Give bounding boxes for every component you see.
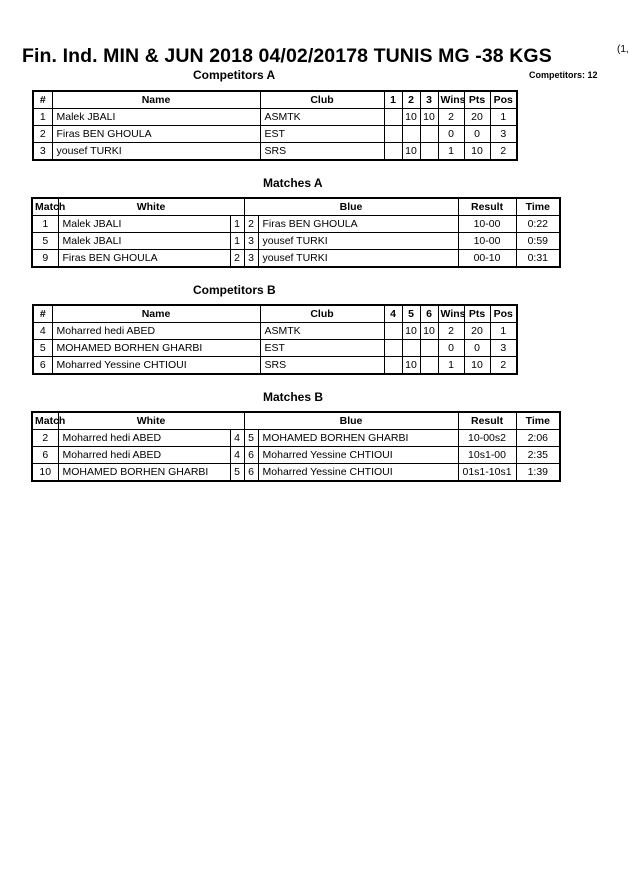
column-header: #: [33, 91, 52, 109]
column-header: 4: [384, 305, 402, 323]
column-header: 6: [420, 305, 438, 323]
blue-competitor: yousef TURKI: [258, 250, 458, 268]
score-cell: 10: [420, 109, 438, 126]
blue-competitor: Moharred Yessine CHTIOUI: [258, 464, 458, 482]
match-time: 0:31: [516, 250, 560, 268]
score-cell: 10: [420, 323, 438, 340]
position-cell: 1: [490, 323, 517, 340]
table-header-row: [32, 412, 560, 430]
white-competitor: Malek JBALI: [58, 233, 230, 250]
table-row: [32, 216, 560, 233]
match-number: 10: [32, 464, 58, 482]
match-time: 2:06: [516, 430, 560, 447]
competitor-number: 4: [33, 323, 52, 340]
blue-number: 6: [244, 447, 258, 464]
wins-cell: 1: [438, 143, 464, 161]
position-cell: 2: [490, 357, 517, 375]
points-cell: 0: [464, 340, 490, 357]
wins-cell: 1: [438, 357, 464, 375]
blue-number: 3: [244, 233, 258, 250]
white-number: 1: [230, 233, 244, 250]
points-cell: 20: [464, 323, 490, 340]
competitors-count: Competitors: 12: [529, 70, 598, 80]
column-header: Blue: [244, 412, 458, 430]
table-row: [33, 357, 517, 375]
column-header: Match: [32, 198, 58, 216]
title-suffix: (1,: [617, 44, 629, 55]
competitor-name: Moharred hedi ABED: [52, 323, 260, 340]
score-cell: [420, 143, 438, 161]
competitor-club: ASMTK: [260, 109, 384, 126]
column-header: Result: [458, 412, 516, 430]
match-result: 01s1-10s1: [458, 464, 516, 482]
column-header: Pos: [490, 91, 517, 109]
match-result: 00-10: [458, 250, 516, 268]
white-number: 2: [230, 250, 244, 268]
match-time: 0:22: [516, 216, 560, 233]
table-row: [33, 143, 517, 161]
column-header: White: [58, 198, 244, 216]
score-cell: [420, 340, 438, 357]
match-time: 0:59: [516, 233, 560, 250]
score-cell: 10: [402, 143, 420, 161]
competitor-name: yousef TURKI: [52, 143, 260, 161]
table-row: [32, 464, 560, 482]
score-cell: 10: [402, 357, 420, 375]
score-cell: [402, 340, 420, 357]
blue-competitor: MOHAMED BORHEN GHARBI: [258, 430, 458, 447]
match-number: 2: [32, 430, 58, 447]
competitor-number: 2: [33, 126, 52, 143]
match-result: 10s1-00: [458, 447, 516, 464]
blue-competitor: Firas BEN GHOULA: [258, 216, 458, 233]
competitor-name: Malek JBALI: [52, 109, 260, 126]
match-number: 9: [32, 250, 58, 268]
blue-number: 2: [244, 216, 258, 233]
column-header: Time: [516, 412, 560, 430]
blue-competitor: yousef TURKI: [258, 233, 458, 250]
score-cell: 10: [402, 323, 420, 340]
match-result: 10-00s2: [458, 430, 516, 447]
match-number: 5: [32, 233, 58, 250]
match-number: 6: [32, 447, 58, 464]
white-competitor: Firas BEN GHOULA: [58, 250, 230, 268]
column-header: Time: [516, 198, 560, 216]
wins-cell: 0: [438, 126, 464, 143]
white-competitor: Moharred hedi ABED: [58, 447, 230, 464]
match-time: 1:39: [516, 464, 560, 482]
competitor-number: 1: [33, 109, 52, 126]
position-cell: 2: [490, 143, 517, 161]
points-cell: 10: [464, 143, 490, 161]
wins-cell: 2: [438, 323, 464, 340]
points-cell: 10: [464, 357, 490, 375]
white-competitor: Moharred hedi ABED: [58, 430, 230, 447]
score-cell: [420, 357, 438, 375]
column-header: Match: [32, 412, 58, 430]
match-result: 10-00: [458, 233, 516, 250]
section-title-matches-a: Matches A: [263, 176, 323, 190]
table-row: [33, 340, 517, 357]
column-header: White: [58, 412, 244, 430]
column-header: 3: [420, 91, 438, 109]
page-title: Fin. Ind. MIN & JUN 2018 04/02/20178 TUNIS MG -38 KGS: [22, 45, 552, 67]
white-number: 4: [230, 430, 244, 447]
table-row: [33, 323, 517, 340]
column-header: Club: [260, 91, 384, 109]
points-cell: 0: [464, 126, 490, 143]
column-header: Pts: [464, 91, 490, 109]
blue-competitor: Moharred Yessine CHTIOUI: [258, 447, 458, 464]
wins-cell: 0: [438, 340, 464, 357]
competitors-a-table: [32, 90, 518, 161]
white-number: 5: [230, 464, 244, 482]
competitor-club: SRS: [260, 357, 384, 375]
position-cell: 3: [490, 340, 517, 357]
match-time: 2:35: [516, 447, 560, 464]
matches-b-table: [31, 411, 561, 482]
blue-number: 5: [244, 430, 258, 447]
column-header: Result: [458, 198, 516, 216]
column-header: 5: [402, 305, 420, 323]
column-header: Club: [260, 305, 384, 323]
score-cell: [384, 357, 402, 375]
wins-cell: 2: [438, 109, 464, 126]
score-cell: [402, 126, 420, 143]
column-header: 2: [402, 91, 420, 109]
column-header: Name: [52, 305, 260, 323]
match-result: 10-00: [458, 216, 516, 233]
section-title-competitors-a: Competitors A: [193, 68, 276, 82]
score-cell: [384, 143, 402, 161]
section-title-competitors-b: Competitors B: [193, 283, 276, 297]
white-number: 4: [230, 447, 244, 464]
points-cell: 20: [464, 109, 490, 126]
column-header: Wins: [438, 91, 464, 109]
white-competitor: MOHAMED BORHEN GHARBI: [58, 464, 230, 482]
competitor-name: Moharred Yessine CHTIOUI: [52, 357, 260, 375]
score-cell: [420, 126, 438, 143]
competitor-name: MOHAMED BORHEN GHARBI: [52, 340, 260, 357]
column-header: Name: [52, 91, 260, 109]
table-row: [33, 126, 517, 143]
column-header: Wins: [438, 305, 464, 323]
competitors-b-table: [32, 304, 518, 375]
table-row: [32, 233, 560, 250]
column-header: #: [33, 305, 52, 323]
white-competitor: Malek JBALI: [58, 216, 230, 233]
match-number: 1: [32, 216, 58, 233]
competitor-club: SRS: [260, 143, 384, 161]
table-header-row: [33, 305, 517, 323]
table-row: [32, 430, 560, 447]
score-cell: 10: [402, 109, 420, 126]
position-cell: 1: [490, 109, 517, 126]
score-cell: [384, 340, 402, 357]
matches-a-table: [31, 197, 561, 268]
table-row: [32, 447, 560, 464]
table-row: [33, 109, 517, 126]
competitor-number: 6: [33, 357, 52, 375]
competitor-number: 5: [33, 340, 52, 357]
column-header: Pts: [464, 305, 490, 323]
competitor-club: EST: [260, 340, 384, 357]
column-header: Pos: [490, 305, 517, 323]
white-number: 1: [230, 216, 244, 233]
position-cell: 3: [490, 126, 517, 143]
competitor-number: 3: [33, 143, 52, 161]
competitor-name: Firas BEN GHOULA: [52, 126, 260, 143]
score-cell: [384, 109, 402, 126]
table-row: [32, 250, 560, 268]
table-header-row: [33, 91, 517, 109]
score-cell: [384, 126, 402, 143]
column-header: Blue: [244, 198, 458, 216]
blue-number: 3: [244, 250, 258, 268]
score-cell: [384, 323, 402, 340]
section-title-matches-b: Matches B: [263, 390, 324, 404]
competitor-club: EST: [260, 126, 384, 143]
blue-number: 6: [244, 464, 258, 482]
column-header: 1: [384, 91, 402, 109]
table-header-row: [32, 198, 560, 216]
competitor-club: ASMTK: [260, 323, 384, 340]
